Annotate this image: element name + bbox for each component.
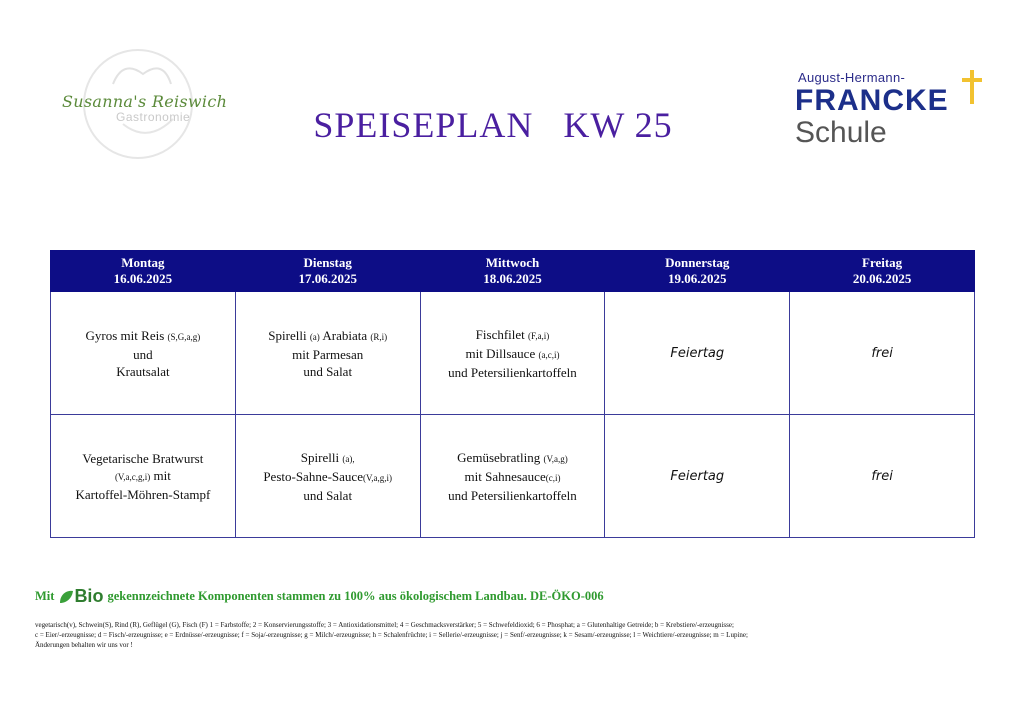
- meal-cell: Gyros mit Reis (S,G,a,g) und Krautsalat: [51, 292, 236, 415]
- meal-cell: Spirelli (a) Arabiata (R,i) mit Parmesan und Salat: [235, 292, 420, 415]
- bio-logo: Bio: [58, 586, 103, 607]
- meal-cell-free: frei: [790, 415, 975, 538]
- table-row: [51, 292, 975, 415]
- meal-cell: Spirelli (a), Pesto-Sahne-Sauce(V,a,g,i) und Salat: [235, 415, 420, 538]
- meal-cell: Vegetarische Bratwurst (V,a,c,g,i) mit Kartoffel-Möhren-Stampf: [51, 415, 236, 538]
- caterer-subtitle: Gastronomie: [116, 110, 191, 124]
- legend-note: Änderungen behalten wir uns vor !: [35, 641, 133, 649]
- school-logo-line1: August-Hermann-: [798, 70, 906, 85]
- legend-line: c = Eier/-erzeugnisse; d = Fisch/-erzeugnisse; e = Erdnüsse/-erzeugnisse; f = Soja/-erzeugnisse; g = Milch/-erzeugnisse; h = Schalenfrüchte; i = Sellerie/-erzeugnisse; j = Senf/-erzeugnisse; k = Sesam/-erzeugnisse; l = Weichtiere/-erzeugnisse; m = Lupine;: [35, 631, 748, 639]
- school-logo: [795, 70, 995, 150]
- page-title: SPEISEPLAN KW 25: [313, 105, 673, 145]
- meal-cell: Fischfilet (F,a,i) mit Dillsauce (a,c,i) und Petersilienkartoffeln: [420, 292, 605, 415]
- meal-cell: Gemüsebratling (V,a,g) mit Sahnesauce(c,i) und Petersilienkartoffeln: [420, 415, 605, 538]
- cross-icon: [960, 70, 984, 104]
- header-monday: Montag 16.06.2025: [51, 251, 236, 292]
- bio-prefix: Mit: [35, 589, 55, 603]
- header-tuesday: Dienstag 17.06.2025: [235, 251, 420, 292]
- menu-table: [50, 250, 975, 538]
- bio-notice: [35, 586, 604, 607]
- header-friday: Freitag 20.06.2025: [790, 251, 975, 292]
- header-row: [51, 251, 975, 292]
- table-row: [51, 415, 975, 538]
- meal-cell-holiday: Feiertag: [605, 292, 790, 415]
- legend-line: vegetarisch(v), Schwein(S), Rind (R), Geflügel (G), Fisch (F) 1 = Farbstoffe; 2 = Konservierungsstoffe; 3 = Antioxidationsmittel; 4 = Geschmacksverstärker; 5 = Schwefeldioxid; 6 = Phosphat; a = Glutenhaltige Getreide; b = Krebstiere/-erzeugnisse;: [35, 621, 734, 629]
- allergen-legend: [35, 620, 955, 650]
- school-logo-line2: FRANCKE: [795, 84, 949, 117]
- header-thursday: Donnerstag 19.06.2025: [605, 251, 790, 292]
- leaf-icon: [58, 589, 74, 605]
- meal-cell-holiday: Feiertag: [605, 415, 790, 538]
- caterer-name: Susanna's Reiswich: [62, 92, 228, 111]
- bio-text: gekennzeichnete Komponenten stammen zu 100% aus ökologischem Landbau. DE-ÖKO-006: [107, 589, 604, 603]
- meal-cell-free: frei: [790, 292, 975, 415]
- school-logo-line3: Schule: [795, 116, 887, 149]
- header-wednesday: Mittwoch 18.06.2025: [420, 251, 605, 292]
